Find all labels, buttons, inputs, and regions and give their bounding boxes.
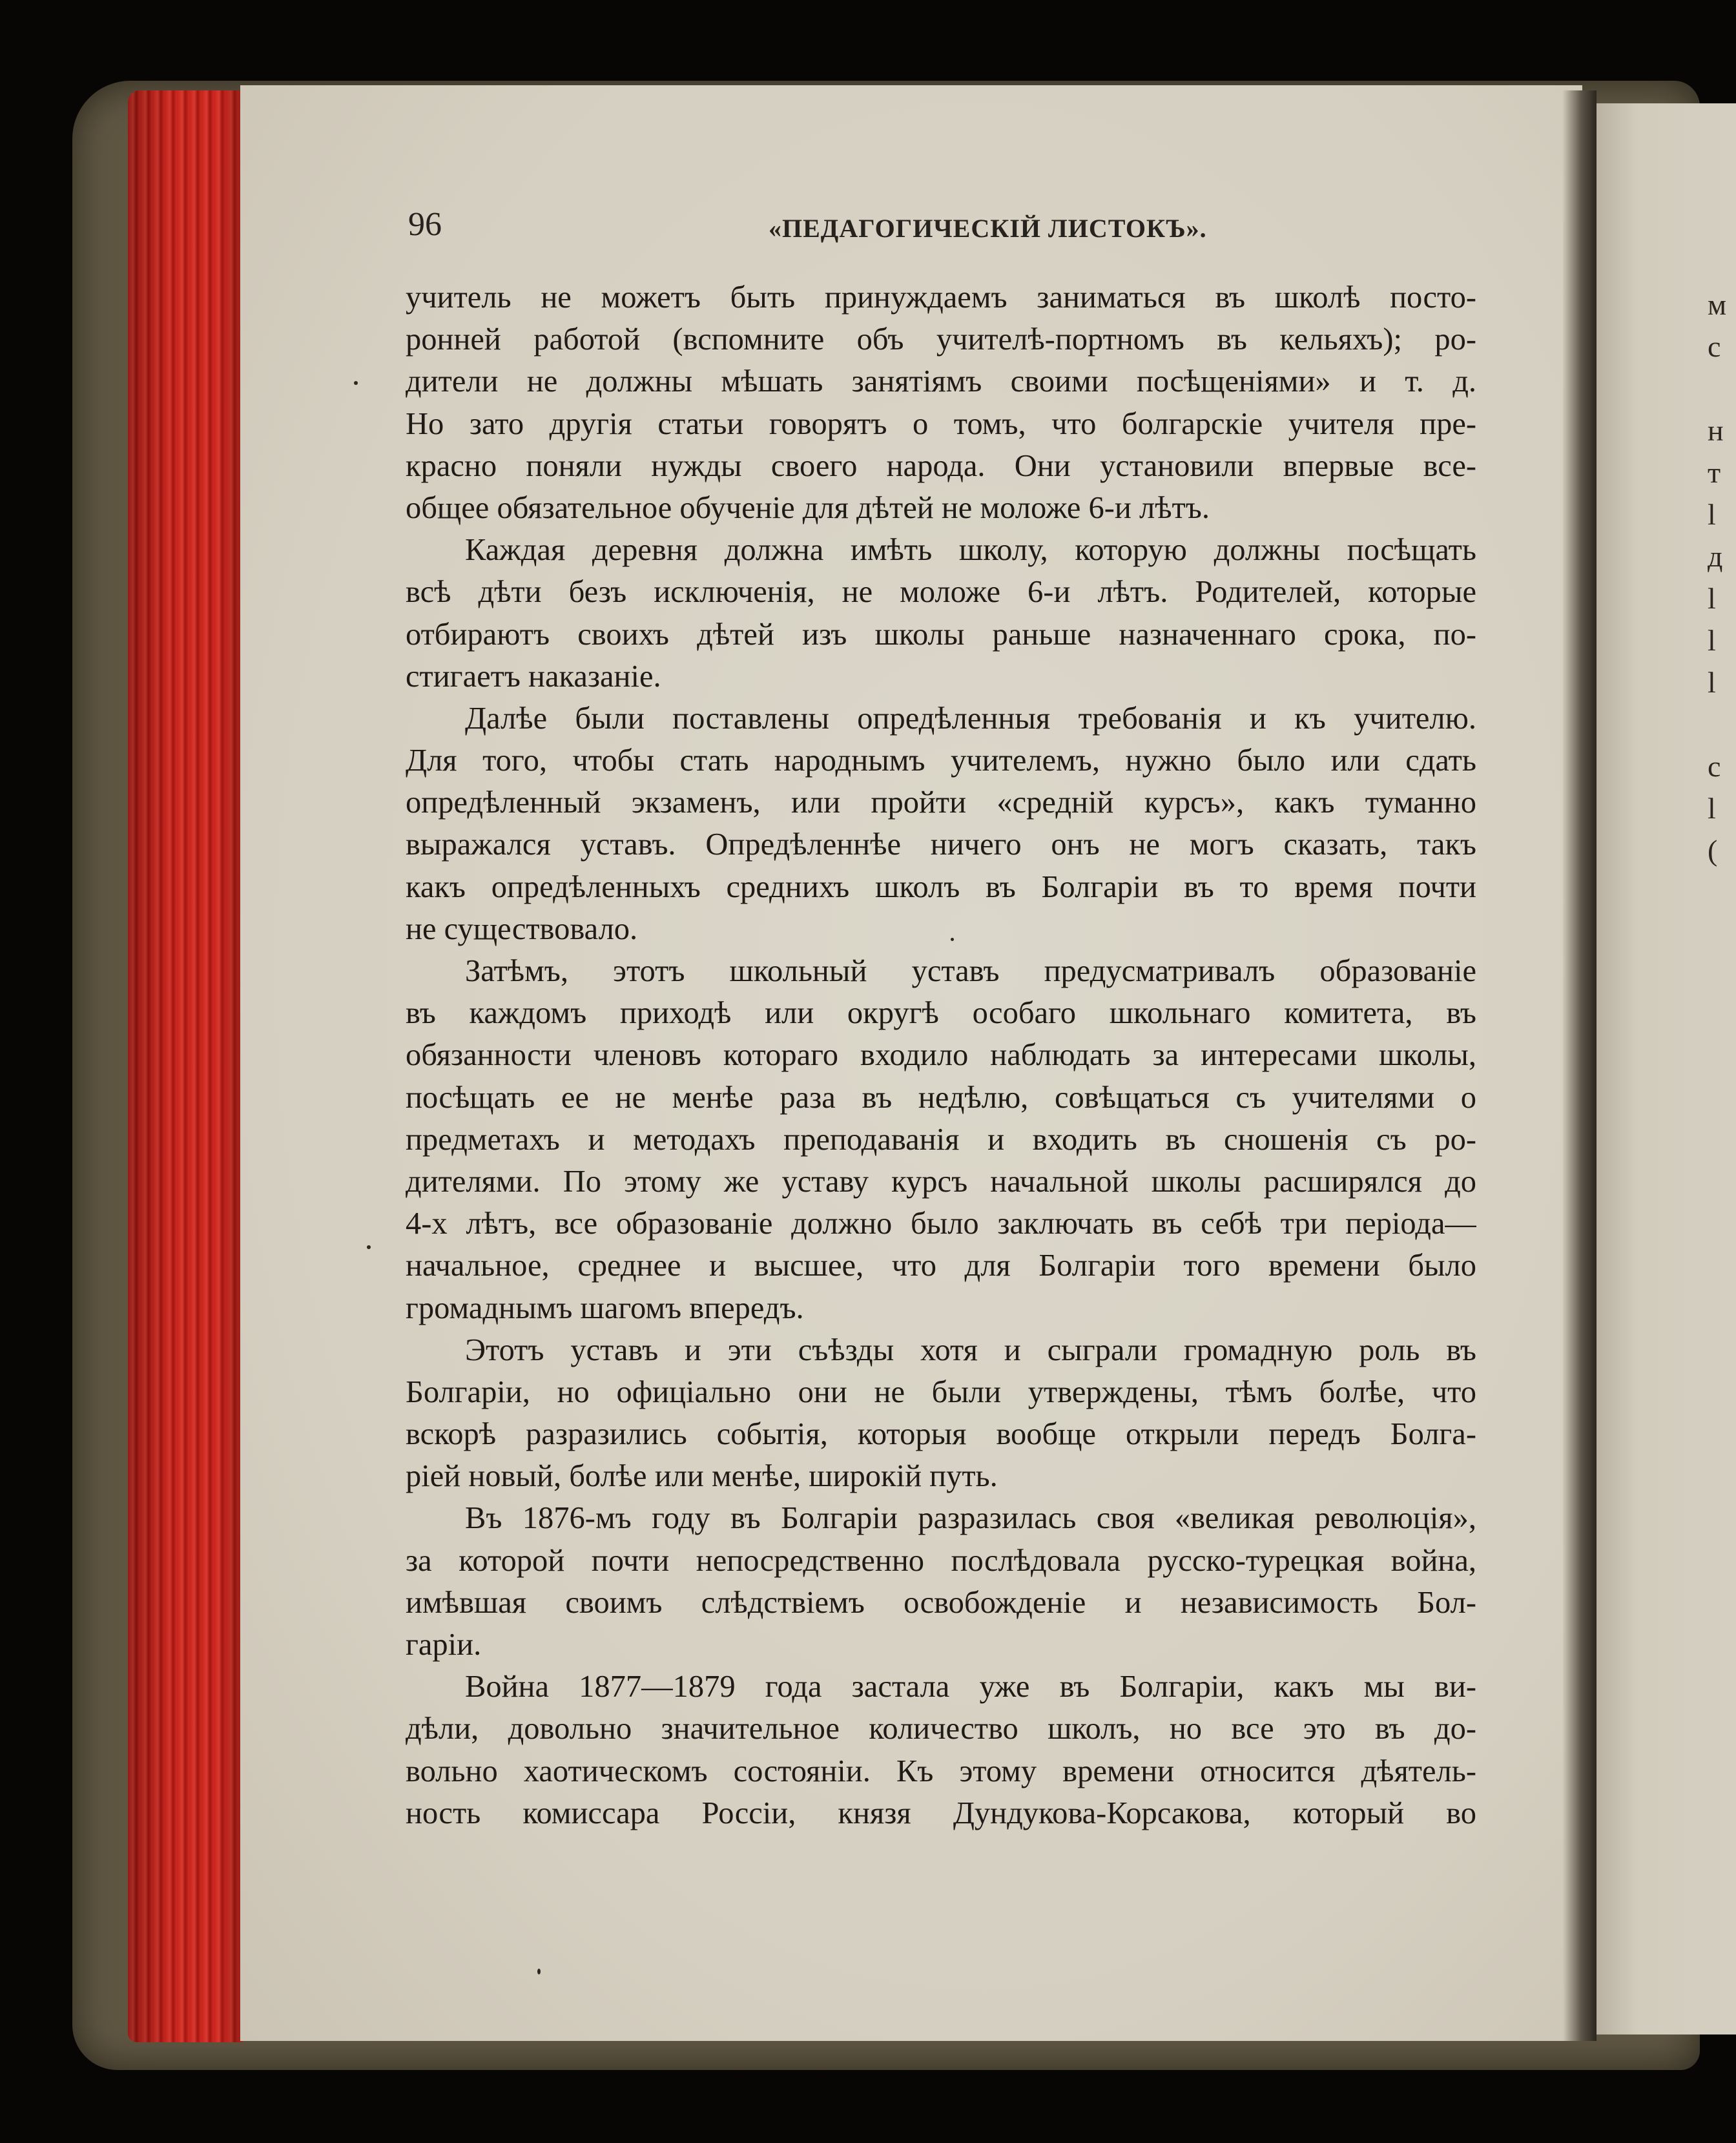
text-line: дѣли, довольно значительное количество школъ, но все это въ до-	[406, 1712, 1476, 1746]
facing-page-glyph: т	[1708, 456, 1721, 489]
text-line: дителями. По этому же уставу курсъ начальной школы расширялся до	[406, 1164, 1476, 1199]
text-line: всѣ дѣти безъ исключенія, не моложе 6-и лѣтъ. Родителей, которые	[406, 575, 1476, 610]
page-edge-shade	[128, 90, 243, 2042]
facing-page	[1596, 103, 1736, 2034]
ink-speck	[354, 381, 358, 385]
ink-speck	[951, 938, 954, 941]
text-line: гаріи.	[406, 1628, 482, 1662]
text-line: Затѣмъ, этотъ школьный уставъ предусматривалъ образованіе	[465, 954, 1476, 988]
text-line: Война 1877—1879 года застала уже въ Болгаріи, какъ мы ви-	[465, 1670, 1476, 1704]
facing-page-glyph: м	[1708, 288, 1727, 321]
text-line: стигаетъ наказаніе.	[406, 659, 661, 694]
text-line: Для того, чтобы стать народнымъ учителемъ, нужно было или сдать	[406, 743, 1476, 778]
text-line: вольно хаотическомъ состояніи. Къ этому времени относится дѣятель-	[406, 1754, 1476, 1788]
text-line: начальное, среднее и высшее, что для Болгаріи того времени было	[406, 1248, 1476, 1283]
facing-page-glyph: l	[1708, 582, 1716, 615]
text-line: учитель не можетъ быть принуждаемъ заниматься въ школѣ посто-	[406, 280, 1476, 315]
text-line: Болгаріи, но офиціально они не были утверждены, тѣмъ болѣе, что	[406, 1374, 1476, 1409]
page-gutter	[1563, 90, 1596, 2041]
facing-page-glyph: (	[1708, 834, 1718, 867]
facing-page-glyph: l	[1708, 792, 1716, 825]
facing-page-glyph: l	[1708, 498, 1716, 531]
text-line: за которой почти непосредственно послѣдовала русско-турецкая война,	[406, 1543, 1476, 1578]
text-line: 4-х лѣтъ, все образованіе должно было заключать въ себѣ три періода—	[406, 1206, 1476, 1241]
text-line: Далѣе были поставлены опредѣленныя требованія и къ учителю.	[465, 701, 1476, 736]
facing-page-glyph: д	[1708, 540, 1723, 573]
text-line: Но зато другія статьи говорятъ о томъ, что болгарскіе учителя пре-	[406, 406, 1476, 441]
ink-speck	[367, 1245, 371, 1249]
text-line: отбираютъ своихъ дѣтей изъ школы раньше назначеннаго срока, по-	[406, 617, 1476, 652]
facing-page-glyph: l	[1708, 666, 1716, 699]
text-line: дители не должны мѣшать занятіямъ своими посѣщеніями» и т. д.	[406, 364, 1476, 399]
text-line: Каждая деревня должна имѣть школу, которую должны посѣщать	[465, 533, 1476, 568]
text-line: обязанности членовъ котораго входило наблюдать за интересами школы,	[406, 1038, 1476, 1073]
text-line: посѣщать ее не менѣе раза въ недѣлю, совѣщаться съ учителями о	[406, 1080, 1476, 1115]
text-line: имѣвшая своимъ слѣдствіемъ освобожденіе и независимость Бол-	[406, 1585, 1476, 1620]
text-line: общее обязательное обученіе для дѣтей не моложе 6-и лѣтъ.	[406, 490, 1210, 525]
running-title: «ПЕДАГОГИЧЕСКІЙ ЛИСТОКЪ».	[769, 214, 1207, 243]
text-line: въ каждомъ приходѣ или округѣ особаго школьнаго комитета, въ	[406, 996, 1476, 1031]
text-line: Въ 1876-мъ году въ Болгаріи разразилась своя «великая революція»,	[465, 1501, 1476, 1536]
text-line: ность комиссара Россіи, князя Дундукова-Корсакова, который во	[406, 1796, 1476, 1830]
facing-page-glyph: н	[1708, 414, 1724, 447]
facing-page-glyph: l	[1708, 624, 1716, 657]
body-text	[406, 276, 1476, 1834]
facing-page-glyph: с	[1708, 330, 1721, 363]
page-number: 96	[408, 206, 442, 243]
text-line: выражался уставъ. Опредѣленнѣе ничего онъ не могъ сказать, такъ	[406, 827, 1476, 862]
text-line: опредѣленный экзаменъ, или пройти «среднiй курсъ», какъ туманно	[406, 785, 1476, 820]
text-line: какъ опредѣленныхъ среднихъ школъ въ Болгаріи въ то время почти	[406, 869, 1476, 904]
text-line: вскорѣ разразились событія, которыя вообще открыли передъ Болга-	[406, 1417, 1476, 1452]
text-line: не существовало.	[406, 911, 638, 946]
ink-speck	[537, 1969, 541, 1974]
text-line: ронней работой (вспомните объ учителѣ-портномъ въ кельяхъ); ро-	[406, 322, 1476, 357]
text-line: ріей новый, болѣе или менѣе, широкій путь.	[406, 1459, 998, 1494]
text-line: громаднымъ шагомъ впередъ.	[406, 1290, 804, 1325]
facing-page-glyph: с	[1708, 750, 1721, 783]
text-line: предметахъ и методахъ преподаванія и входить въ сношенія съ ро-	[406, 1122, 1476, 1157]
text-line: красно поняли нужды своего народа. Они установили впервые все-	[406, 448, 1476, 483]
text-line: Этотъ уставъ и эти съѣзды хотя и сыграли громадную роль въ	[465, 1332, 1476, 1367]
